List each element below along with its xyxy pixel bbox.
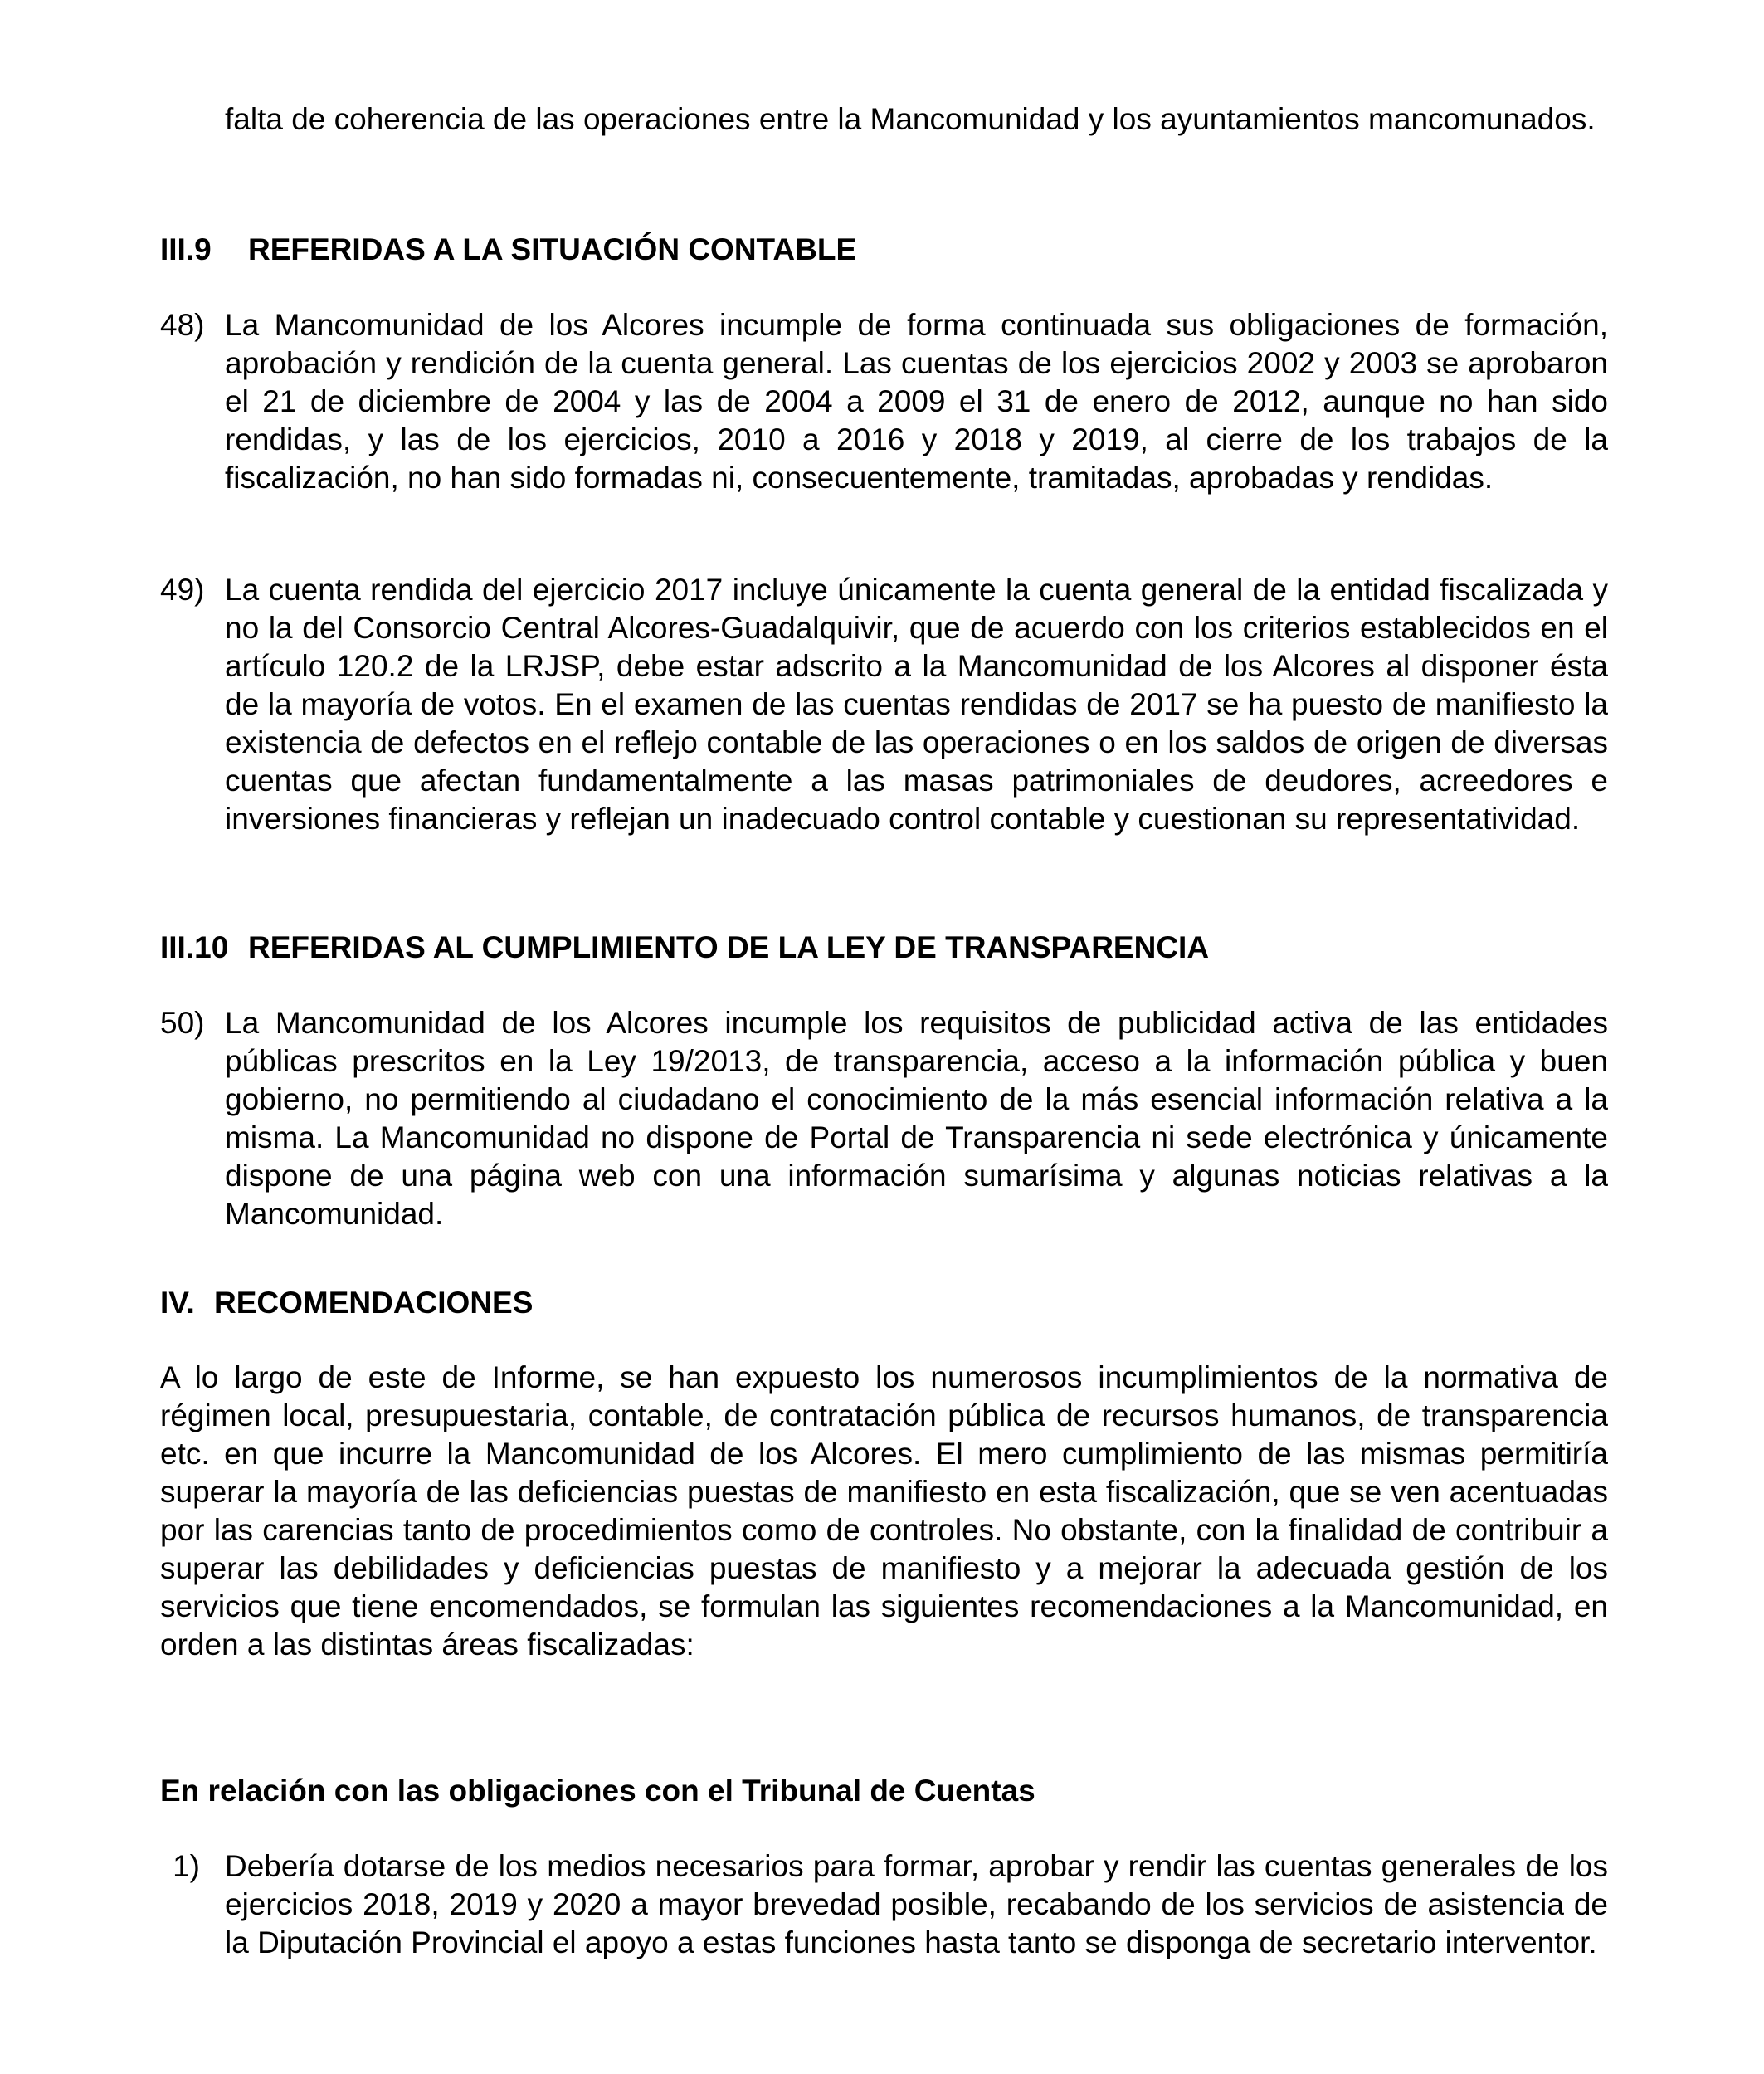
finding-item-49 (160, 571, 1608, 838)
section-heading-iv (160, 1284, 533, 1322)
item-number: 49) (160, 573, 205, 607)
finding-item-50 (160, 1004, 1608, 1233)
finding-item-48 (160, 306, 1608, 497)
item-number: 1) (173, 1849, 200, 1883)
item-text: La Mancomunidad de los Alcores incumple de forma continuada sus obligaciones de formación, aprobación y rendición de la cuenta general. Las cuentas de los ejercicios 2002 y 2003 se aprobaron el 21 de diciembre de 2004 y las de 2004 a 2009 el 31 de enero de 2012, aunque no han sido rendidas, y las de los ejercicios, 2010 a 2016 y 2018 y 2019, al cierre de los trabajos de la fiscalización, no han sido formadas ni, consecuentemente, tramitadas, aprobadas y rendidas. (225, 308, 1608, 495)
section-number: IV. (160, 1286, 195, 1320)
section-title: REFERIDAS A LA SITUACIÓN CONTABLE (248, 232, 857, 266)
intro-continuation-paragraph: falta de coherencia de las operaciones entre la Mancomunidad y los ayuntamientos mancomunados. (225, 102, 1596, 136)
section-number: III.9 (160, 232, 212, 266)
section-number: III.10 (160, 930, 229, 964)
item-number: 50) (160, 1006, 205, 1040)
recommendations-intro-paragraph: A lo largo de este de Informe, se han expuesto los numerosos incumplimientos de la normativa de régimen local, presupuestaria, contable, de contratación pública de recursos humanos, de transparencia etc. en que incurre la Mancomunidad de los Alcores. El mero cumplimiento de las mismas permitiría superar la mayoría de las deficiencias puestas de manifiesto en esta fiscalización, que se ven acentuadas por las carencias tanto de procedimientos como de controles. No obstante, con la finalidad de contribuir a superar las debilidades y deficiencias puestas de manifiesto y a mejorar la adecuada gestión de los servicios que tiene encomendados, se formulan las siguientes recomendaciones a la Mancomunidad, en orden a las distintas áreas fiscalizadas: (160, 1360, 1608, 1662)
subsection-heading-tribunal (160, 1772, 1035, 1810)
recommendation-item-1 (160, 1847, 1608, 1962)
item-text: La cuenta rendida del ejercicio 2017 incluye únicamente la cuenta general de la entidad fiscalizada y no la del Consorcio Central Alcores-Guadalquivir, que de acuerdo con los criterios establecidos en el artículo 120.2 de la LRJSP, debe estar adscrito a la Mancomunidad de los Alcores al disponer ésta de la mayoría de votos. En el examen de las cuentas rendidas de 2017 se ha puesto de manifiesto la existencia de defectos en el reflejo contable de las operaciones o en los saldos de origen de diversas cuentas que afectan fundamentalmente a las masas patrimoniales de deudores, acreedores e inversiones financieras y reflejan un inadecuado control contable y cuestionan su representatividad. (225, 573, 1608, 836)
section-heading-iii10 (160, 929, 1209, 967)
section-title: RECOMENDACIONES (214, 1286, 534, 1320)
section-title: REFERIDAS AL CUMPLIMIENTO DE LA LEY DE TRANSPARENCIA (248, 930, 1210, 964)
item-number: 48) (160, 308, 205, 342)
section-heading-iii9 (160, 231, 856, 269)
item-text: La Mancomunidad de los Alcores incumple los requisitos de publicidad activa de las entidades públicas prescritos en la Ley 19/2013, de transparencia, acceso a la información pública y buen gobierno, no permitiendo al ciudadano el conocimiento de la más esencial información relativa a la misma. La Mancomunidad no dispone de Portal de Transparencia ni sede electrónica y únicamente dispone de una página web con una información sumarísima y algunas noticias relativas a la Mancomunidad. (225, 1006, 1608, 1231)
item-text: Debería dotarse de los medios necesarios para formar, aprobar y rendir las cuentas generales de los ejercicios 2018, 2019 y 2020 a mayor brevedad posible, recabando de los servicios de asistencia de la Diputación Provincial el apoyo a estas funciones hasta tanto se disponga de secretario interventor. (225, 1849, 1608, 1959)
subsection-title: En relación con las obligaciones con el Tribunal de Cuentas (160, 1774, 1035, 1808)
